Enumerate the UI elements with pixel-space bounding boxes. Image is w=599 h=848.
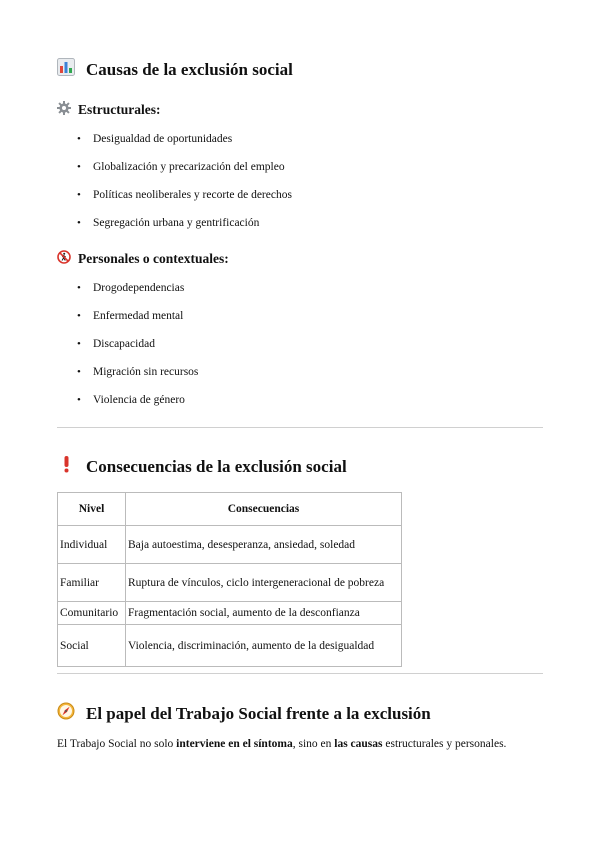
table-cell: Social bbox=[58, 625, 126, 667]
emphasis: interviene en el síntoma bbox=[176, 738, 293, 750]
table-cell: Ruptura de vínculos, ciclo intergeneracional de pobreza bbox=[126, 564, 402, 602]
table-row bbox=[58, 526, 402, 564]
list-estructurales bbox=[57, 131, 292, 243]
list-item: • Drogodependencias bbox=[57, 280, 198, 308]
gear-icon bbox=[57, 101, 72, 119]
table-row bbox=[58, 625, 402, 667]
list-item: • Violencia de género bbox=[57, 392, 198, 420]
bar-chart-icon bbox=[57, 58, 77, 81]
emphasis: las causas bbox=[334, 738, 383, 750]
list-item: • Enfermedad mental bbox=[57, 308, 198, 336]
section-title-papel: El papel del Trabajo Social frente a la exclusión bbox=[57, 702, 431, 725]
list-item: • Desigualdad de oportunidades bbox=[57, 131, 292, 159]
list-item: • Discapacidad bbox=[57, 336, 198, 364]
table-row bbox=[58, 602, 402, 625]
consecuencias-table bbox=[57, 492, 402, 667]
table-cell: Baja autoestima, desesperanza, ansiedad, soledad bbox=[126, 526, 402, 564]
table-header-row bbox=[58, 493, 402, 526]
table-header-cell: Nivel bbox=[58, 493, 126, 526]
exclamation-icon bbox=[57, 455, 77, 478]
list-item: • Políticas neoliberales y recorte de derechos bbox=[57, 187, 292, 215]
table-cell: Comunitario bbox=[58, 602, 126, 625]
closing-paragraph: El Trabajo Social no solo interviene en el síntoma, sino en las causas estructurales y personales. bbox=[57, 738, 507, 750]
table-cell: Familiar bbox=[58, 564, 126, 602]
list-item: • Migración sin recursos bbox=[57, 364, 198, 392]
divider bbox=[57, 427, 543, 428]
table-cell: Individual bbox=[58, 526, 126, 564]
divider bbox=[57, 673, 543, 674]
subheading-personales: Personales o contextuales: bbox=[57, 250, 229, 268]
table-cell: Fragmentación social, aumento de la desconfianza bbox=[126, 602, 402, 625]
table-cell: Violencia, discriminación, aumento de la desigualdad bbox=[126, 625, 402, 667]
section-title-causas: Causas de la exclusión social bbox=[57, 58, 293, 81]
subheading-estructurales: Estructurales: bbox=[57, 101, 160, 119]
section-title-consecuencias: Consecuencias de la exclusión social bbox=[57, 455, 347, 478]
list-item: • Segregación urbana y gentrificación bbox=[57, 215, 292, 243]
no-pedestrians-icon bbox=[57, 250, 72, 268]
table-header-cell: Consecuencias bbox=[126, 493, 402, 526]
compass-icon bbox=[57, 702, 77, 725]
list-item: • Globalización y precarización del empleo bbox=[57, 159, 292, 187]
table-row bbox=[58, 564, 402, 602]
list-personales bbox=[57, 280, 198, 420]
